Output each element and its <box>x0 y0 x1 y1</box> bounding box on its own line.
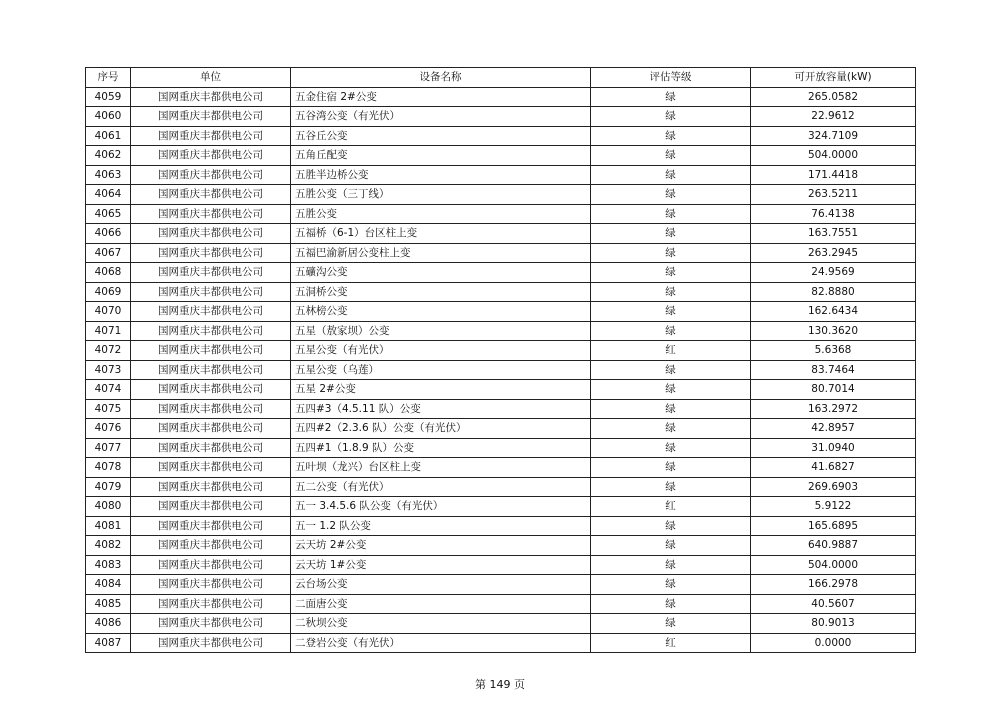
cell-unit: 国网重庆丰都供电公司 <box>131 302 291 322</box>
cell-seq: 4086 <box>86 614 131 634</box>
table-row <box>86 399 916 419</box>
cell-open-capacity: 130.3620 <box>751 321 916 341</box>
cell-open-capacity: 31.0940 <box>751 438 916 458</box>
cell-seq: 4071 <box>86 321 131 341</box>
cell-open-capacity: 80.7014 <box>751 380 916 400</box>
cell-seq: 4081 <box>86 516 131 536</box>
table-row <box>86 146 916 166</box>
cell-unit: 国网重庆丰都供电公司 <box>131 438 291 458</box>
cell-seq: 4087 <box>86 633 131 653</box>
cell-unit: 国网重庆丰都供电公司 <box>131 360 291 380</box>
cell-device-name: 五洞桥公变 <box>291 282 591 302</box>
cell-assessment-level: 绿 <box>591 243 751 263</box>
cell-open-capacity: 22.9612 <box>751 107 916 127</box>
table-row <box>86 614 916 634</box>
header-open-capacity: 可开放容量(kW) <box>751 68 916 88</box>
cell-assessment-level: 绿 <box>591 302 751 322</box>
table-row <box>86 575 916 595</box>
cell-open-capacity: 504.0000 <box>751 146 916 166</box>
cell-assessment-level: 绿 <box>591 224 751 244</box>
cell-device-name: 二秋坝公变 <box>291 614 591 634</box>
cell-device-name: 五星公变（有光伏） <box>291 341 591 361</box>
table-row <box>86 282 916 302</box>
cell-seq: 4074 <box>86 380 131 400</box>
cell-seq: 4075 <box>86 399 131 419</box>
cell-device-name: 五福巴渝新居公变柱上变 <box>291 243 591 263</box>
cell-unit: 国网重庆丰都供电公司 <box>131 126 291 146</box>
cell-seq: 4065 <box>86 204 131 224</box>
cell-assessment-level: 绿 <box>591 380 751 400</box>
cell-open-capacity: 82.8880 <box>751 282 916 302</box>
cell-seq: 4083 <box>86 555 131 575</box>
cell-device-name: 五星公变（乌莲） <box>291 360 591 380</box>
page-number: 第 149 页 <box>475 678 525 691</box>
cell-open-capacity: 5.6368 <box>751 341 916 361</box>
table-row <box>86 477 916 497</box>
cell-open-capacity: 263.5211 <box>751 185 916 205</box>
table-row <box>86 438 916 458</box>
cell-device-name: 二登岩公变（有光伏） <box>291 633 591 653</box>
cell-device-name: 五一 3.4.5.6 队公变（有光伏） <box>291 497 591 517</box>
cell-seq: 4085 <box>86 594 131 614</box>
cell-assessment-level: 绿 <box>591 107 751 127</box>
cell-open-capacity: 80.9013 <box>751 614 916 634</box>
table-row <box>86 243 916 263</box>
cell-assessment-level: 绿 <box>591 360 751 380</box>
cell-unit: 国网重庆丰都供电公司 <box>131 204 291 224</box>
cell-open-capacity: 269.6903 <box>751 477 916 497</box>
cell-open-capacity: 171.4418 <box>751 165 916 185</box>
cell-open-capacity: 163.2972 <box>751 399 916 419</box>
capacity-table <box>85 67 916 653</box>
cell-seq: 4061 <box>86 126 131 146</box>
header-unit: 单位 <box>131 68 291 88</box>
cell-unit: 国网重庆丰都供电公司 <box>131 555 291 575</box>
cell-assessment-level: 绿 <box>591 126 751 146</box>
cell-device-name: 五礦沟公变 <box>291 263 591 283</box>
cell-unit: 国网重庆丰都供电公司 <box>131 536 291 556</box>
table-row <box>86 185 916 205</box>
cell-open-capacity: 42.8957 <box>751 419 916 439</box>
cell-unit: 国网重庆丰都供电公司 <box>131 419 291 439</box>
cell-assessment-level: 绿 <box>591 575 751 595</box>
cell-assessment-level: 绿 <box>591 477 751 497</box>
cell-assessment-level: 绿 <box>591 536 751 556</box>
table-row <box>86 126 916 146</box>
table-row <box>86 555 916 575</box>
cell-open-capacity: 5.9122 <box>751 497 916 517</box>
cell-open-capacity: 83.7464 <box>751 360 916 380</box>
cell-unit: 国网重庆丰都供电公司 <box>131 458 291 478</box>
cell-seq: 4084 <box>86 575 131 595</box>
cell-device-name: 五福桥（6-1）台区柱上变 <box>291 224 591 244</box>
cell-seq: 4069 <box>86 282 131 302</box>
cell-device-name: 五叶坝（龙兴）台区柱上变 <box>291 458 591 478</box>
table-row <box>86 263 916 283</box>
cell-open-capacity: 640.9887 <box>751 536 916 556</box>
cell-assessment-level: 红 <box>591 497 751 517</box>
table-row <box>86 107 916 127</box>
cell-assessment-level: 绿 <box>591 282 751 302</box>
cell-device-name: 五胜半边桥公变 <box>291 165 591 185</box>
cell-assessment-level: 红 <box>591 633 751 653</box>
cell-device-name: 五二公变（有光伏） <box>291 477 591 497</box>
header-assessment-level: 评估等级 <box>591 68 751 88</box>
cell-open-capacity: 504.0000 <box>751 555 916 575</box>
cell-assessment-level: 绿 <box>591 165 751 185</box>
table-row <box>86 341 916 361</box>
table-row <box>86 536 916 556</box>
cell-device-name: 五谷湾公变（有光伏） <box>291 107 591 127</box>
cell-open-capacity: 324.7109 <box>751 126 916 146</box>
cell-device-name: 五胜公变 <box>291 204 591 224</box>
table-row <box>86 360 916 380</box>
table-row <box>86 224 916 244</box>
cell-unit: 国网重庆丰都供电公司 <box>131 243 291 263</box>
table-row <box>86 87 916 107</box>
cell-device-name: 五四#1（1.8.9 队）公变 <box>291 438 591 458</box>
cell-unit: 国网重庆丰都供电公司 <box>131 380 291 400</box>
cell-device-name: 五金住宿 2#公变 <box>291 87 591 107</box>
cell-open-capacity: 24.9569 <box>751 263 916 283</box>
cell-assessment-level: 绿 <box>591 263 751 283</box>
cell-unit: 国网重庆丰都供电公司 <box>131 575 291 595</box>
cell-open-capacity: 0.0000 <box>751 633 916 653</box>
cell-open-capacity: 41.6827 <box>751 458 916 478</box>
cell-seq: 4073 <box>86 360 131 380</box>
cell-unit: 国网重庆丰都供电公司 <box>131 341 291 361</box>
cell-seq: 4062 <box>86 146 131 166</box>
cell-unit: 国网重庆丰都供电公司 <box>131 87 291 107</box>
cell-seq: 4067 <box>86 243 131 263</box>
cell-unit: 国网重庆丰都供电公司 <box>131 107 291 127</box>
cell-assessment-level: 绿 <box>591 146 751 166</box>
cell-unit: 国网重庆丰都供电公司 <box>131 282 291 302</box>
cell-assessment-level: 绿 <box>591 516 751 536</box>
cell-assessment-level: 红 <box>591 341 751 361</box>
table-row <box>86 419 916 439</box>
cell-device-name: 五角丘配变 <box>291 146 591 166</box>
cell-unit: 国网重庆丰都供电公司 <box>131 146 291 166</box>
table-row <box>86 497 916 517</box>
cell-assessment-level: 绿 <box>591 204 751 224</box>
cell-device-name: 云台场公变 <box>291 575 591 595</box>
cell-seq: 4080 <box>86 497 131 517</box>
table-body <box>86 87 916 653</box>
cell-seq: 4063 <box>86 165 131 185</box>
table-row <box>86 165 916 185</box>
cell-open-capacity: 40.5607 <box>751 594 916 614</box>
cell-open-capacity: 76.4138 <box>751 204 916 224</box>
cell-seq: 4072 <box>86 341 131 361</box>
cell-unit: 国网重庆丰都供电公司 <box>131 224 291 244</box>
cell-unit: 国网重庆丰都供电公司 <box>131 633 291 653</box>
cell-assessment-level: 绿 <box>591 399 751 419</box>
cell-unit: 国网重庆丰都供电公司 <box>131 321 291 341</box>
header-seq: 序号 <box>86 68 131 88</box>
cell-assessment-level: 绿 <box>591 87 751 107</box>
cell-assessment-level: 绿 <box>591 614 751 634</box>
cell-seq: 4068 <box>86 263 131 283</box>
cell-device-name: 云天坊 2#公变 <box>291 536 591 556</box>
table-row <box>86 204 916 224</box>
cell-seq: 4077 <box>86 438 131 458</box>
table-header-row <box>86 68 916 88</box>
cell-unit: 国网重庆丰都供电公司 <box>131 165 291 185</box>
cell-unit: 国网重庆丰都供电公司 <box>131 263 291 283</box>
cell-seq: 4070 <box>86 302 131 322</box>
cell-seq: 4060 <box>86 107 131 127</box>
cell-device-name: 五四#3（4.5.11 队）公变 <box>291 399 591 419</box>
cell-open-capacity: 166.2978 <box>751 575 916 595</box>
cell-assessment-level: 绿 <box>591 419 751 439</box>
table-row <box>86 594 916 614</box>
cell-device-name: 二面唐公变 <box>291 594 591 614</box>
cell-seq: 4066 <box>86 224 131 244</box>
cell-open-capacity: 162.6434 <box>751 302 916 322</box>
header-device-name: 设备名称 <box>291 68 591 88</box>
cell-unit: 国网重庆丰都供电公司 <box>131 185 291 205</box>
cell-device-name: 五胜公变（三丁线） <box>291 185 591 205</box>
table-row <box>86 321 916 341</box>
table-row <box>86 380 916 400</box>
cell-seq: 4079 <box>86 477 131 497</box>
cell-device-name: 云天坊 1#公变 <box>291 555 591 575</box>
cell-open-capacity: 165.6895 <box>751 516 916 536</box>
table-row <box>86 458 916 478</box>
cell-assessment-level: 绿 <box>591 555 751 575</box>
table-row <box>86 516 916 536</box>
cell-open-capacity: 263.2945 <box>751 243 916 263</box>
cell-assessment-level: 绿 <box>591 438 751 458</box>
cell-assessment-level: 绿 <box>591 458 751 478</box>
cell-unit: 国网重庆丰都供电公司 <box>131 614 291 634</box>
cell-device-name: 五林榜公变 <box>291 302 591 322</box>
cell-seq: 4076 <box>86 419 131 439</box>
cell-unit: 国网重庆丰都供电公司 <box>131 399 291 419</box>
table-row <box>86 633 916 653</box>
cell-unit: 国网重庆丰都供电公司 <box>131 516 291 536</box>
cell-device-name: 五星（敖家坝）公变 <box>291 321 591 341</box>
cell-seq: 4082 <box>86 536 131 556</box>
cell-device-name: 五谷丘公变 <box>291 126 591 146</box>
cell-seq: 4059 <box>86 87 131 107</box>
cell-unit: 国网重庆丰都供电公司 <box>131 477 291 497</box>
cell-assessment-level: 绿 <box>591 321 751 341</box>
cell-seq: 4064 <box>86 185 131 205</box>
cell-device-name: 五星 2#公变 <box>291 380 591 400</box>
cell-open-capacity: 265.0582 <box>751 87 916 107</box>
cell-unit: 国网重庆丰都供电公司 <box>131 594 291 614</box>
cell-unit: 国网重庆丰都供电公司 <box>131 497 291 517</box>
cell-assessment-level: 绿 <box>591 594 751 614</box>
cell-assessment-level: 绿 <box>591 185 751 205</box>
cell-device-name: 五一 1.2 队公变 <box>291 516 591 536</box>
cell-device-name: 五四#2（2.3.6 队）公变（有光伏） <box>291 419 591 439</box>
table-row <box>86 302 916 322</box>
cell-open-capacity: 163.7551 <box>751 224 916 244</box>
cell-seq: 4078 <box>86 458 131 478</box>
